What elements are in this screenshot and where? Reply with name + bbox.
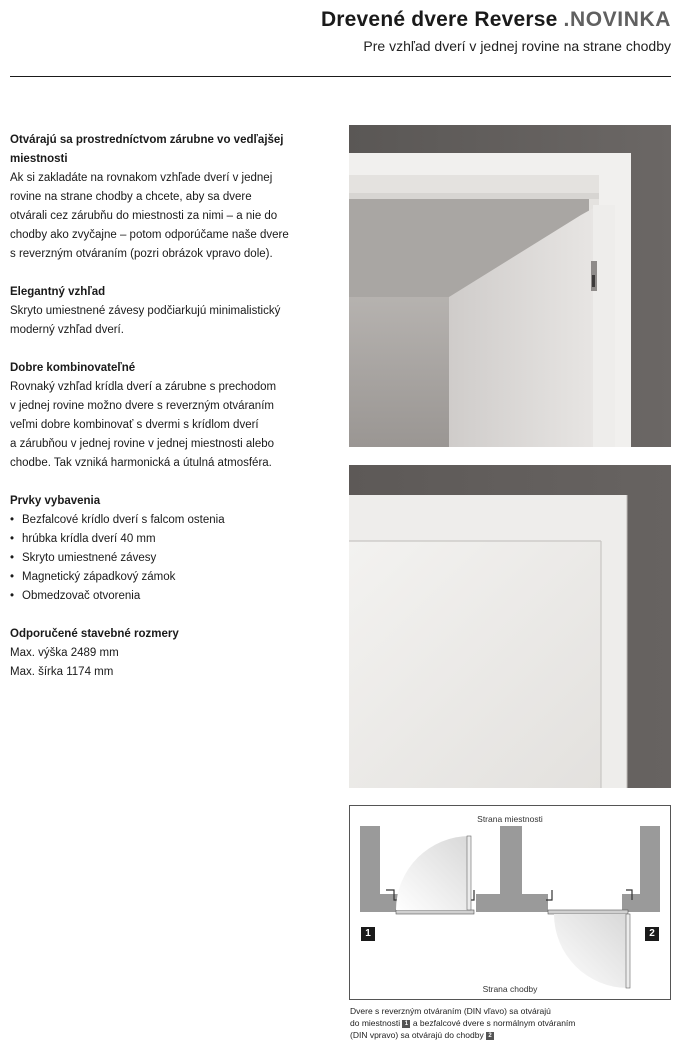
text-line: Max. výška 2489 mm xyxy=(10,647,119,659)
text-line: otvárali cez zárubňu do miestnosti za nimi – a nie do xyxy=(10,210,278,222)
section-heading: Odporučené stavebné rozmery xyxy=(10,628,179,640)
list-item: • Bezfalcové krídlo dverí s falcom ostenia xyxy=(10,511,325,530)
section-opening xyxy=(10,131,325,264)
caption-line: Dvere s reverzným otváraním (DIN vľavo) sa otvárajú xyxy=(350,1006,551,1016)
text-column xyxy=(10,131,325,701)
marker-2: 2 xyxy=(645,927,659,941)
diagram-drawing xyxy=(350,806,670,999)
novinka-badge: .NOVINKA xyxy=(563,8,671,31)
title-text: Drevené dvere Reverse xyxy=(320,8,558,31)
text-line: Skryto umiestnené závesy podčiarkujú minimalistický xyxy=(10,305,281,317)
door-opening-diagram xyxy=(349,805,671,1000)
caption-fragment: do miestnosti xyxy=(350,1018,401,1028)
equipment-list xyxy=(10,511,325,606)
section-heading: Elegantný vzhľad xyxy=(10,286,106,298)
page-title xyxy=(321,8,671,32)
diagram-caption xyxy=(350,1005,650,1041)
section-combinable xyxy=(10,359,325,473)
text-line: rovine na strane chodby a chcete, aby sa dvere xyxy=(10,191,252,203)
text-line: veľmi dobre kombinovať s dvermi s krídlom dverí xyxy=(10,419,259,431)
label-room-side: Strana miestnosti xyxy=(477,814,543,824)
text-line: a zárubňou v jednej rovine v jednej miestnosti alebo xyxy=(10,438,275,450)
caption-line xyxy=(350,1017,650,1029)
caption-line xyxy=(350,1029,650,1041)
text-line: Max. šírka 1174 mm xyxy=(10,666,114,678)
section-dimensions xyxy=(10,625,325,682)
section-elegant xyxy=(10,283,325,340)
text-line: Rovnaký vzhľad krídla dverí a zárubne s prechodom xyxy=(10,381,277,393)
text-line: Ak si zakladáte na rovnakom vzhľade dverí v jednej xyxy=(10,172,273,184)
section-heading: Dobre kombinovateľné xyxy=(10,362,136,374)
marker-1: 1 xyxy=(361,927,375,941)
photo-door-open xyxy=(349,125,671,447)
page-subtitle: Pre vzhľad dverí v jednej rovine na strane chodby xyxy=(363,38,671,54)
label-corridor-side: Strana chodby xyxy=(482,984,538,994)
ref-marker-2: 2 xyxy=(486,1032,494,1040)
caption-fragment: a bezfalcové dvere s normálnym otváraním xyxy=(412,1018,576,1028)
section-heading: Prvky vybavenia xyxy=(10,495,101,507)
photo-door-closed xyxy=(349,465,671,788)
ref-marker-1: 1 xyxy=(402,1020,410,1028)
list-item: • Skryto umiestnené závesy xyxy=(10,549,325,568)
caption-fragment: (DIN vpravo) sa otvárajú do chodby xyxy=(350,1030,484,1040)
list-item: • Magnetický západkový zámok xyxy=(10,568,325,587)
header-rule xyxy=(10,76,671,77)
text-line: chodbe. Tak vzniká harmonická a útulná atmosféra. xyxy=(10,457,272,469)
text-line: s reverzným otváraním (pozri obrázok vpravo dole). xyxy=(10,248,273,260)
list-item: • hrúbka krídla dverí 40 mm xyxy=(10,530,325,549)
section-heading: Otvárajú sa prostredníctvom zárubne vo vedľajšej miestnosti xyxy=(10,134,284,165)
text-line: chodby ako zvyčajne – potom odporúčame naše dvere xyxy=(10,229,289,241)
text-line: moderný vzhľad dverí. xyxy=(10,324,124,336)
text-line: v jednej rovine možno dvere s reverzným otváraním xyxy=(10,400,274,412)
section-equipment xyxy=(10,492,325,606)
list-item: • Obmedzovač otvorenia xyxy=(10,587,325,606)
